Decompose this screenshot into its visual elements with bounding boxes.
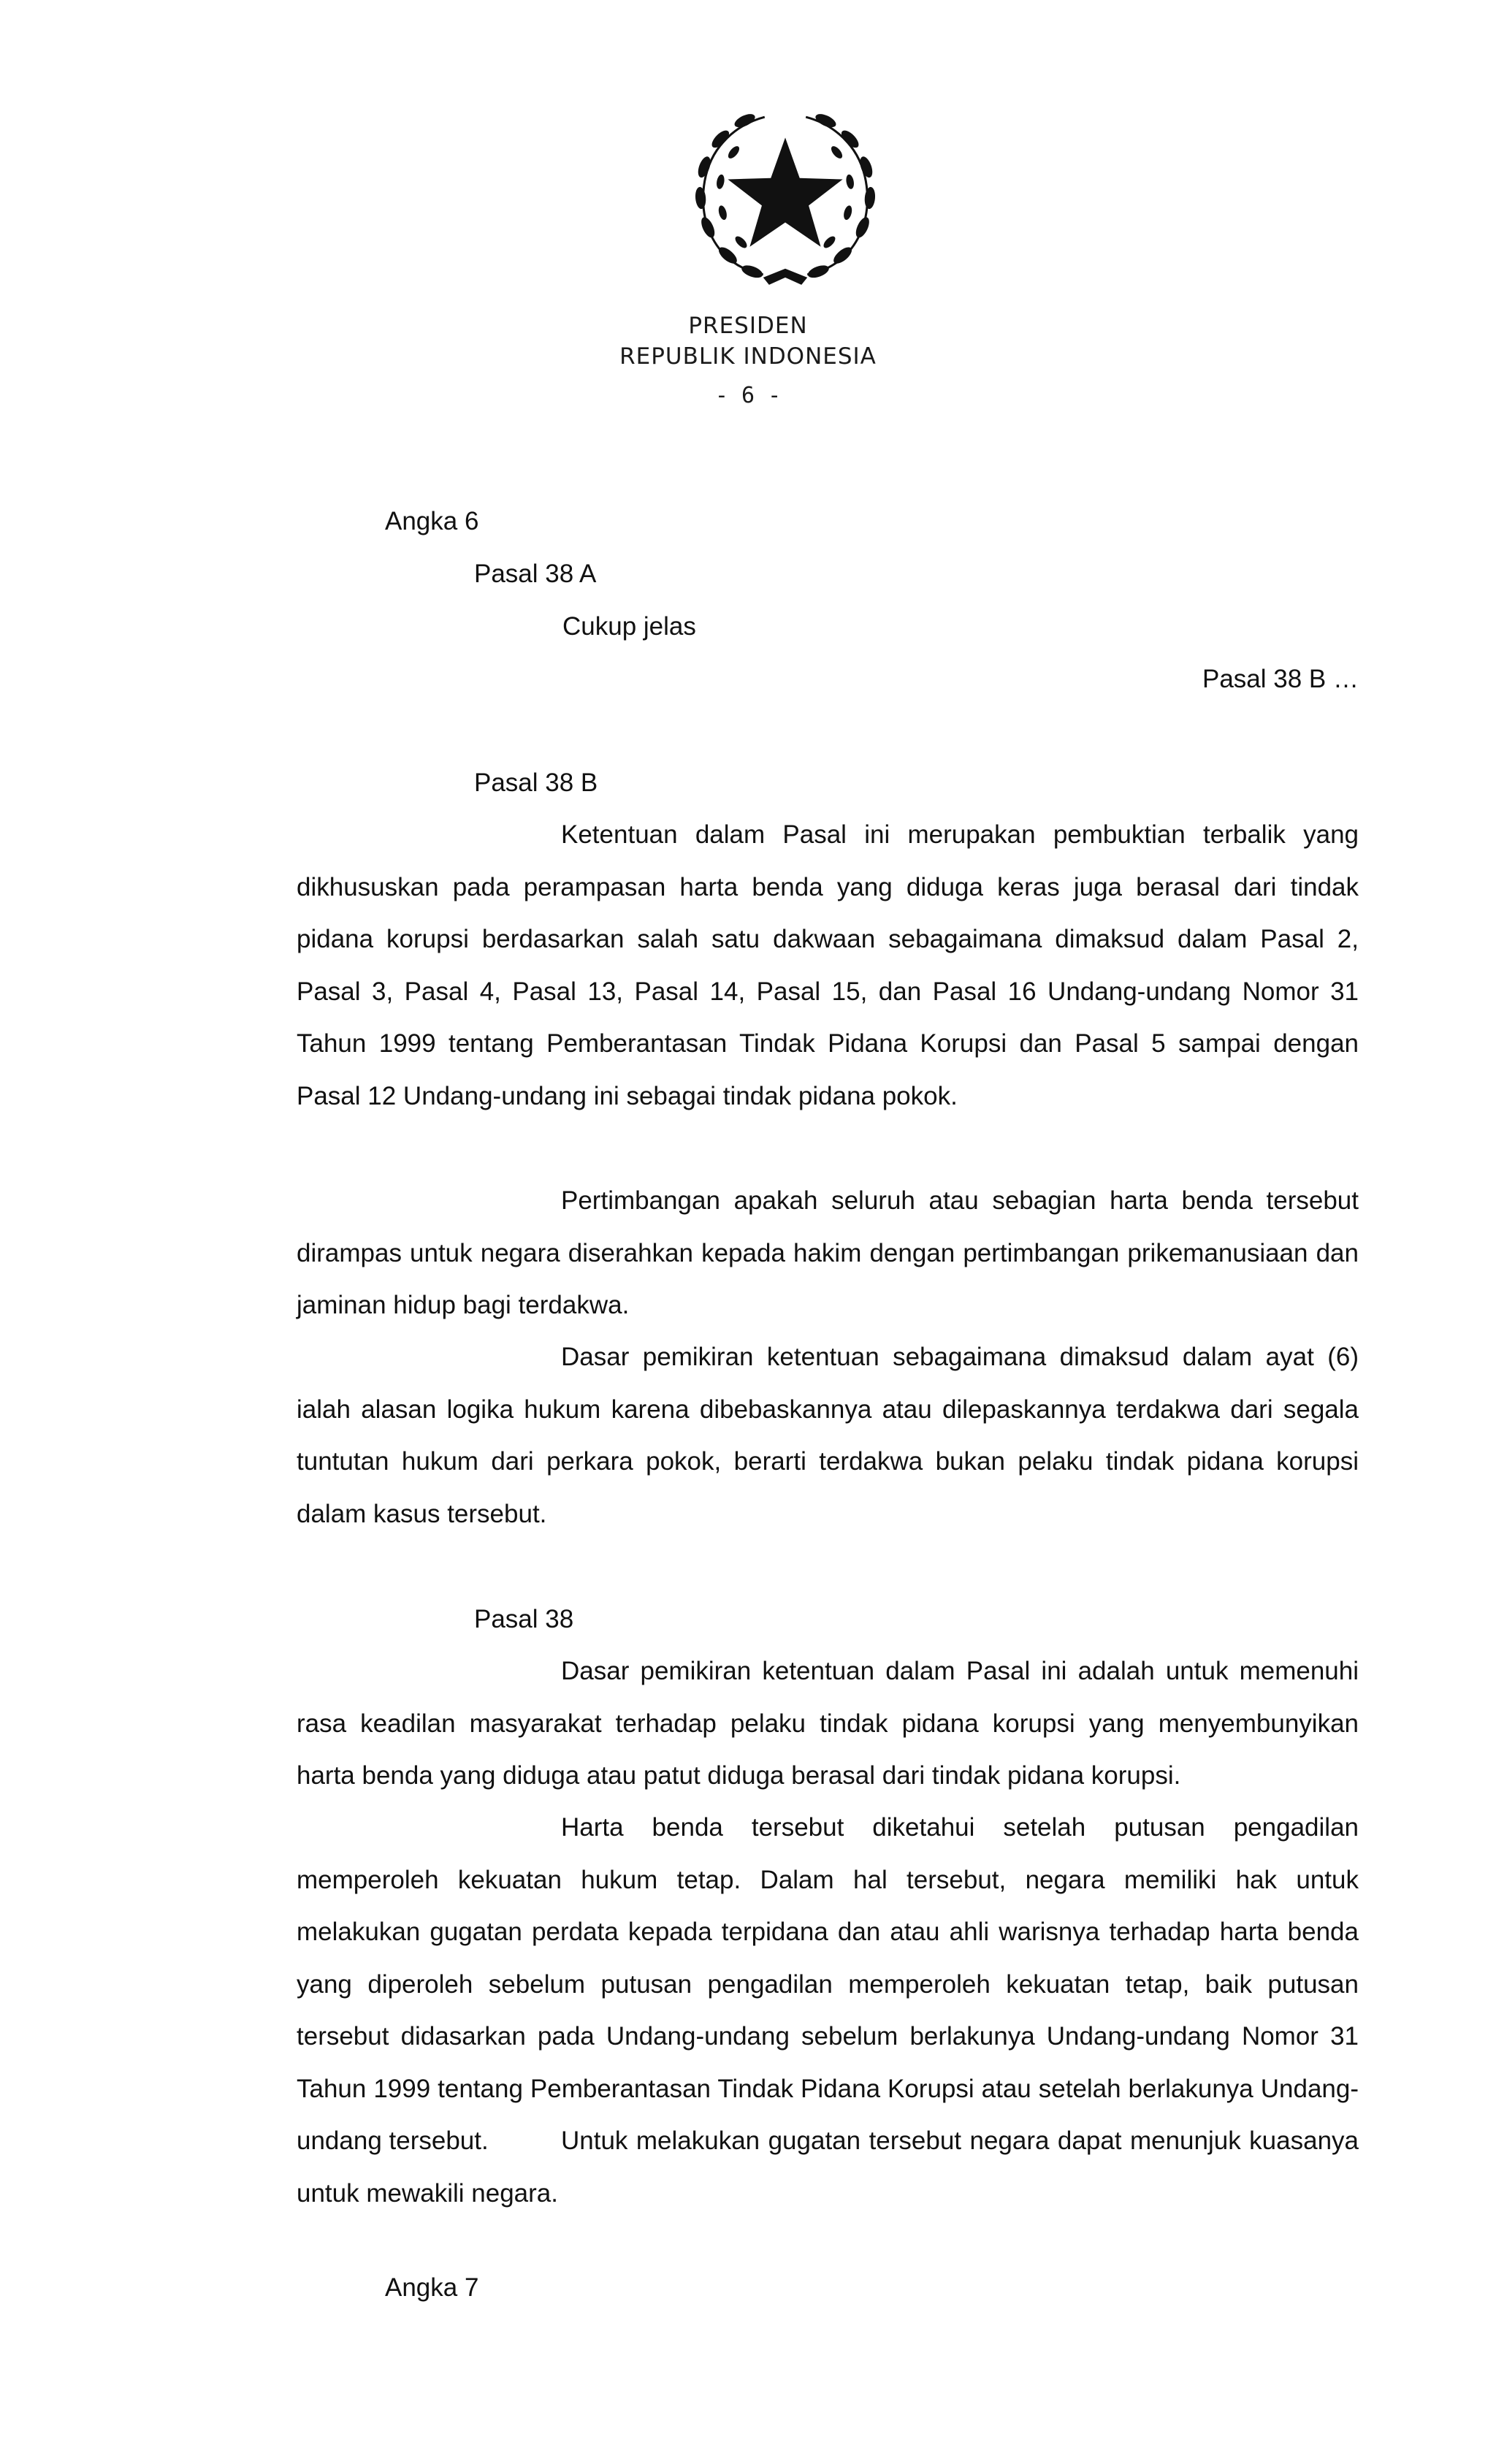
garuda-star-wreath-emblem-icon — [690, 102, 881, 294]
page-number: - 6 - — [714, 383, 782, 408]
pasal-38b-paragraph-2 — [297, 1175, 1359, 1332]
pasal-38b-paragraph-3 — [297, 1331, 1359, 1540]
paragraph-text: Ketentuan dalam Pasal ini merupakan pembuktian terbalik yang dikhususkan pada perampasan harta benda yang diduga keras juga berasal dari tindak pidana korupsi berdasarkan salah satu dakwaan sebagaimana dimaksud dalam Pasal 2, Pasal 3, Pasal 4, Pasal 13, Pasal 14, Pasal 15, dan Pasal 16 Undang-undang Nomor 31 Tahun 1999 tentang Pemberantasan Tindak Pidana Korupsi dan Pasal 5 sampai dengan Pasal 12 Undang-undang ini sebagai tindak pidana pokok. — [297, 820, 1359, 1110]
pasal-38-heading: Pasal 38 — [474, 1605, 574, 1633]
continuation-reference: Pasal 38 B … — [1202, 665, 1359, 693]
pasal-38b-heading: Pasal 38 B — [474, 768, 598, 797]
paragraph-text: Pertimbangan apakah seluruh atau sebagian harta benda tersebut dirampas untuk negara diserahkan kepada hakim dengan pertimbangan prikemanusiaan dan jaminan hidup bagi terdakwa. — [297, 1186, 1359, 1319]
paragraph-text: Harta benda tersebut diketahui setelah putusan pengadilan memperoleh kekuatan hukum tetap. Dalam hal tersebut, negara memiliki hak untuk melakukan gugatan perdata kepada terpidana dan atau ahli warisnya terhadap harta benda yang diperoleh sebelum putusan pengadilan memperoleh kekuatan tetap, baik putusan tersebut didasarkan pada Undang-undang sebelum berlakunya Undang-undang Nomor 31 Tahun 1999 tentang Pemberantasan Tindak Pidana Korupsi atau setelah berlakunya Undang-undang tersebut. — [297, 1813, 1359, 2155]
paragraph-text: Dasar pemikiran ketentuan dalam Pasal ini adalah untuk memenuhi rasa keadilan masyarakat terhadap pelaku tindak pidana korupsi yang menyembunyikan harta benda yang diduga atau patut diduga berasal dari tindak pidana korupsi. — [297, 1657, 1359, 1790]
pasal-38a-text: Cukup jelas — [562, 612, 696, 641]
angka-7-heading: Angka 7 — [385, 2273, 479, 2302]
pasal-38-paragraph-3 — [297, 2115, 1359, 2219]
header-presiden: PRESIDEN — [688, 313, 808, 339]
pasal-38a-heading: Pasal 38 A — [474, 560, 597, 588]
pasal-38b-paragraph-1 — [297, 809, 1359, 1122]
paragraph-text: Untuk melakukan gugatan tersebut negara dapat menunjuk kuasanya untuk mewakili negara. — [297, 2127, 1359, 2208]
header-republik-indonesia: REPUBLIK INDONESIA — [619, 343, 877, 370]
paragraph-text: Dasar pemikiran ketentuan sebagaimana dimaksud dalam ayat (6) ialah alasan logika hukum karena dibebaskannya atau dilepaskannya terdakwa dari segala tuntutan hukum dari perkara pokok, berarti terdakwa bukan pelaku tindak pidana korupsi dalam kasus tersebut. — [297, 1343, 1359, 1528]
pasal-38-paragraph-2 — [297, 1801, 1359, 2167]
pasal-38-paragraph-1 — [297, 1645, 1359, 1802]
angka-6-heading: Angka 6 — [385, 507, 479, 535]
